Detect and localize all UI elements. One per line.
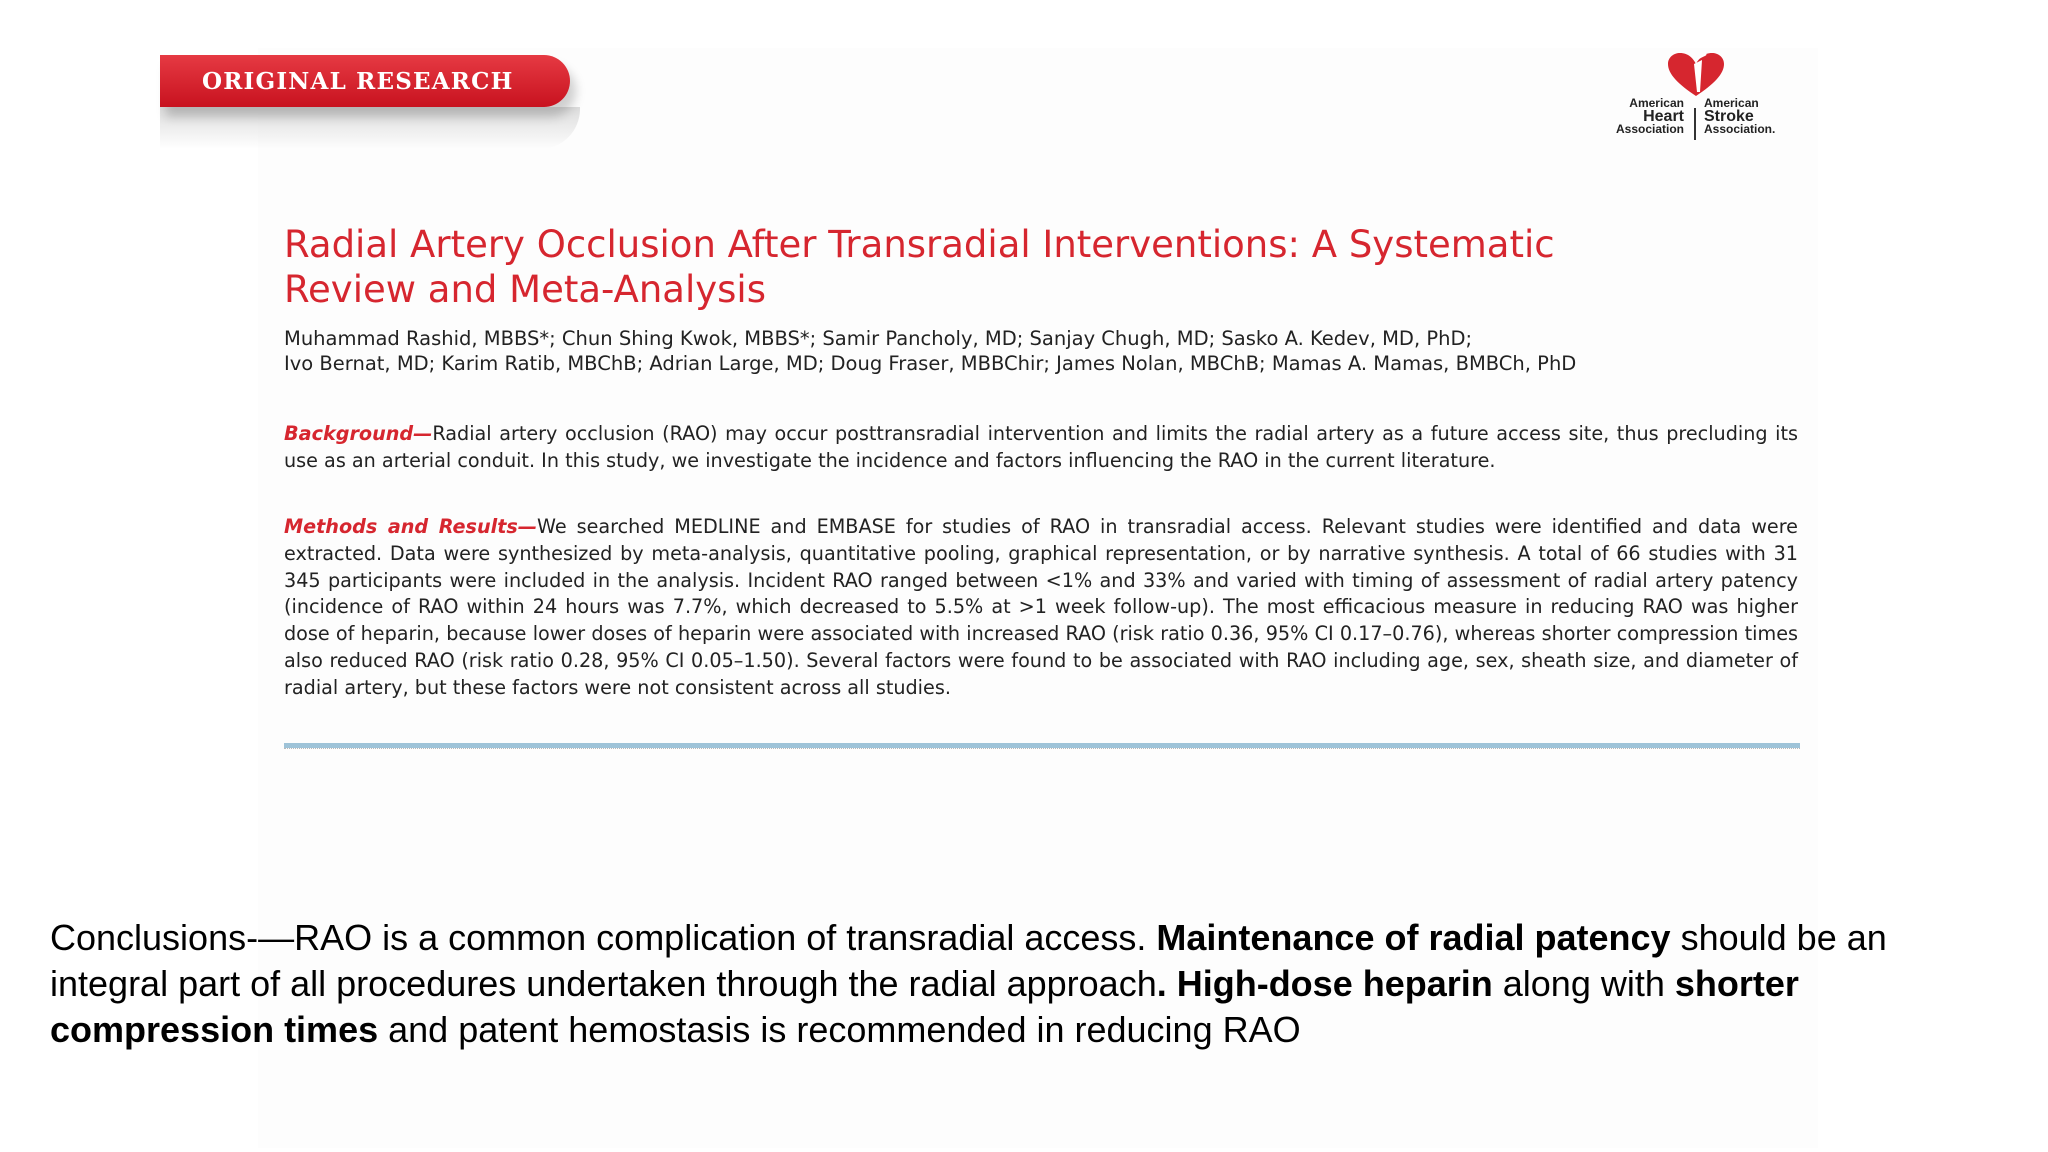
abstract-methods-results xyxy=(284,514,1798,702)
conclusion-part-1: Conclusions-—RAO is a common complication of transradial access. xyxy=(50,917,1157,958)
banner-shadow xyxy=(160,107,580,149)
original-research-banner xyxy=(160,55,570,107)
background-label: Background— xyxy=(284,422,433,445)
conclusion-bold-3: shorter compression times xyxy=(50,963,1799,1050)
conclusion-bold-2: . High-dose heparin xyxy=(1156,963,1493,1004)
logo-right-text: American Stroke Association. xyxy=(1704,96,1776,136)
heart-torch-icon xyxy=(1664,52,1728,98)
title-line-1: Radial Artery Occlusion After Transradial Interventions: A Systematic xyxy=(284,223,1555,266)
authors-line-1: Muhammad Rashid, MBBS*; Chun Shing Kwok, MBBS*; Samir Pancholy, MD; Sanjay Chugh, MD; Sasko A. Kedev, MD, PhD; xyxy=(284,327,1473,350)
author-list xyxy=(284,326,1814,376)
conclusion-bold-1: Maintenance of radial patency xyxy=(1156,917,1671,958)
cropped-text-edge xyxy=(284,748,1800,753)
conclusion-text xyxy=(50,915,2000,1053)
conclusion-part-3: along with xyxy=(1492,963,1675,1004)
logo-divider xyxy=(1694,108,1696,140)
methods-text: We searched MEDLINE and EMBASE for studies of RAO in transradial access. Relevant studies were identified and data were extracted. Data were synthesized by meta-analysis, quantitative pooling, graphical representation, or by narrative synthesis. A total of 66 studies with 31 345 participants were included in the analysis. Incident RAO ranged between <1% and 33% and varied with timing of assessment of radial artery patency (incidence of RAO within 24 hours was 7.7%, which decreased to 5.5% at >1 week follow-up). The most efficacious measure in reducing RAO was higher dose of heparin, because lower doses of heparin were associated with increased RAO (risk ratio 0.36, 95% CI 0.17–0.76), whereas shorter compression times also reduced RAO (risk ratio 0.28, 95% CI 0.05–1.50). Several factors were found to be associated with RAO including age, sex, sheath size, and diameter of radial artery, but these factors were not consistent across all studies. xyxy=(284,515,1798,699)
title-line-2: Review and Meta-Analysis xyxy=(284,268,766,311)
aha-asa-logo xyxy=(1586,52,1806,144)
logo-left-text: American Heart Association xyxy=(1615,96,1684,136)
background-text: Radial artery occlusion (RAO) may occur posttransradial intervention and limits the radial artery as a future access site, thus precluding its use as an arterial conduit. In this study, we investigate the incidence and factors influencing the RAO in the current literature. xyxy=(284,422,1798,472)
authors-line-2: Ivo Bernat, MD; Karim Ratib, MBChB; Adrian Large, MD; Doug Fraser, MBBChir; James Nolan, MBChB; Mamas A. Mamas, BMBCh, PhD xyxy=(284,352,1577,375)
conclusion-part-2: should be an integral part of all procedures undertaken through the radial approach xyxy=(50,917,1887,1004)
methods-label: Methods and Results— xyxy=(284,515,537,538)
conclusion-part-4: and patent hemostasis is recommended in reducing RAO xyxy=(378,1009,1301,1050)
abstract-background xyxy=(284,421,1798,475)
banner-label: ORIGINAL RESEARCH xyxy=(202,68,514,95)
article-title xyxy=(284,222,1814,312)
